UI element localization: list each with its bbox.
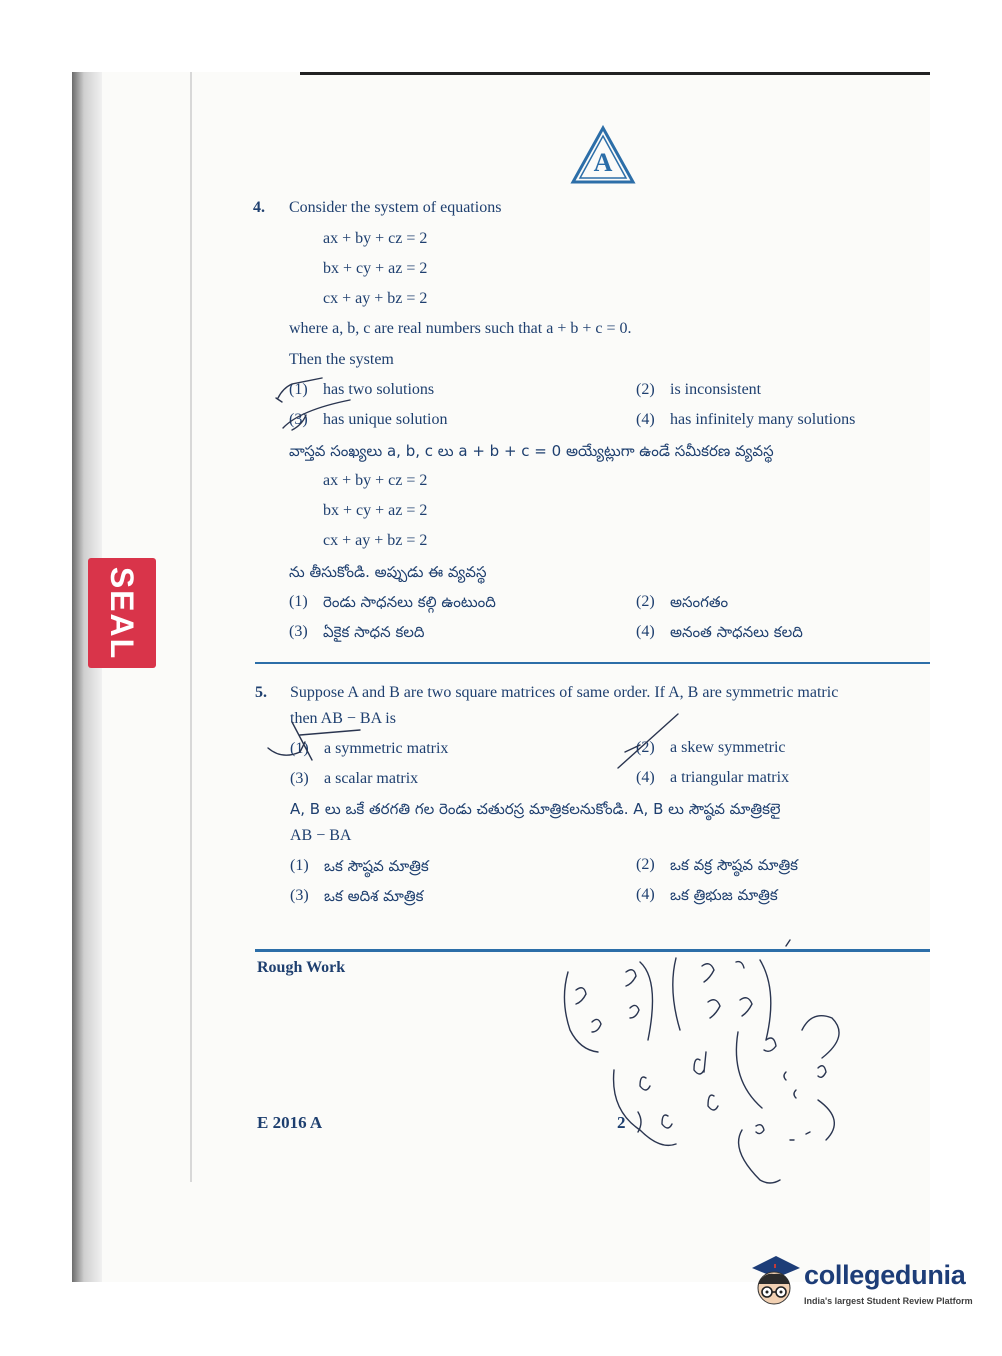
q4-telugu-lead: ను తీసుకోండి. అప్పుడు ఈ వ్యవస్థ: [289, 563, 487, 581]
q4-option-3-text: has unique solution: [323, 411, 448, 428]
q5-telugu-option-2-text: ఒక వక్ర సౌష్ఠవ మాత్రిక: [670, 856, 799, 874]
footer-code: E 2016 A: [257, 1113, 323, 1132]
q4-telugu-option-1-num: (1): [289, 593, 308, 610]
seal-label: SEAL: [104, 566, 141, 660]
q4-option-4-text: has infinitely many solutions: [670, 411, 856, 428]
q4-telugu-stem: వాస్తవ సంఖ్యలు a, b, c లు a + b + c = 0 అయ్యేట్లుగా ఉండే సమీకరణ వ్యవస్థ: [289, 442, 774, 460]
rough-work-label: Rough Work: [257, 959, 346, 976]
q4-equation-3: cx + ay + bz = 2: [323, 290, 428, 307]
q4-telugu-option-2-text: అసంగతం: [670, 593, 729, 611]
q4-telugu-equation-3: cx + ay + bz = 2: [323, 532, 428, 549]
q4-telugu-option-4-num: (4): [636, 623, 655, 640]
brand-tagline: India's largest Student Review Platform: [804, 1296, 973, 1306]
q5-telugu-option-3-num: (3): [290, 887, 309, 904]
q4-option-3-num: (3): [289, 411, 308, 428]
q5-option-2-text: a skew symmetric: [670, 739, 786, 756]
q5-option-1-text: a symmetric matrix: [324, 740, 449, 757]
student-mascot-logo-icon: [746, 1254, 802, 1312]
q5-telugu-option-1-text: ఒక సౌష్ఠవ మాత్రిక: [324, 857, 429, 875]
q4-lead: Then the system: [289, 351, 394, 368]
q4-telugu-option-3-text: ఏకైక సాధన కలది: [323, 623, 425, 641]
q4-option-1-num: (1): [289, 381, 308, 398]
q5-option-1-num: (1): [290, 740, 309, 757]
q5-telugu-option-4-text: ఒక త్రిభుజ మాత్రిక: [670, 886, 778, 904]
q5-telugu-option-4-num: (4): [636, 886, 655, 903]
q5-telugu-stem-continued: AB − BA: [290, 827, 352, 844]
q5-telugu-option-3-text: ఒక అదిశ మాత్రిక: [324, 887, 424, 905]
q4-equation-1: ax + by + cz = 2: [323, 230, 428, 247]
q5-option-3-num: (3): [290, 770, 309, 787]
q5-option-4-text: a triangular matrix: [670, 769, 790, 786]
q5-telugu-stem: A, B లు ఒకే తరగతి గల రెండు చతురస్ర మాత్రికలనుకోండి. A, B లు సౌష్ఠవ మాత్రికలై: [290, 800, 781, 818]
q4-telugu-option-3-num: (3): [289, 623, 308, 640]
q4-number: 4.: [253, 199, 265, 216]
q4-option-1-text: has two solutions: [323, 381, 435, 398]
page-number: 2: [617, 1113, 626, 1132]
q5-option-3-text: a scalar matrix: [324, 770, 419, 787]
q4-telugu-option-4-text: అనంత సాధనలు కలది: [670, 623, 803, 641]
q5-stem: Suppose A and B are two square matrices of same order. If A, B are symmetric matric: [290, 684, 839, 701]
q4-telugu-equation-1: ax + by + cz = 2: [323, 472, 428, 489]
q4-condition: where a, b, c are real numbers such that a + b + c = 0.: [289, 320, 632, 337]
q5-option-4-num: (4): [636, 769, 655, 786]
q4-equation-2: bx + cy + az = 2: [323, 260, 428, 277]
q4-telugu-equation-2: bx + cy + az = 2: [323, 502, 428, 519]
q5-telugu-option-1-num: (1): [290, 857, 309, 874]
q4-stem: Consider the system of equations: [289, 199, 502, 216]
q5-telugu-option-2-num: (2): [636, 856, 655, 873]
q4-option-4-num: (4): [636, 411, 655, 428]
q4-option-2-num: (2): [636, 381, 655, 398]
q5-option-2-num: (2): [636, 739, 655, 756]
q5-number: 5.: [255, 684, 267, 701]
q4-telugu-option-1-text: రెండు సాధనలు కల్గి ఉంటుంది: [323, 593, 496, 611]
q5-stem-continued: then AB − BA is: [290, 710, 396, 727]
booklet-code: A: [593, 148, 613, 177]
q4-option-2-text: is inconsistent: [670, 381, 762, 398]
collegedunia-watermark: [746, 1254, 976, 1314]
brand-name: collegedunia: [804, 1260, 966, 1290]
q4-telugu-option-2-num: (2): [636, 593, 655, 610]
